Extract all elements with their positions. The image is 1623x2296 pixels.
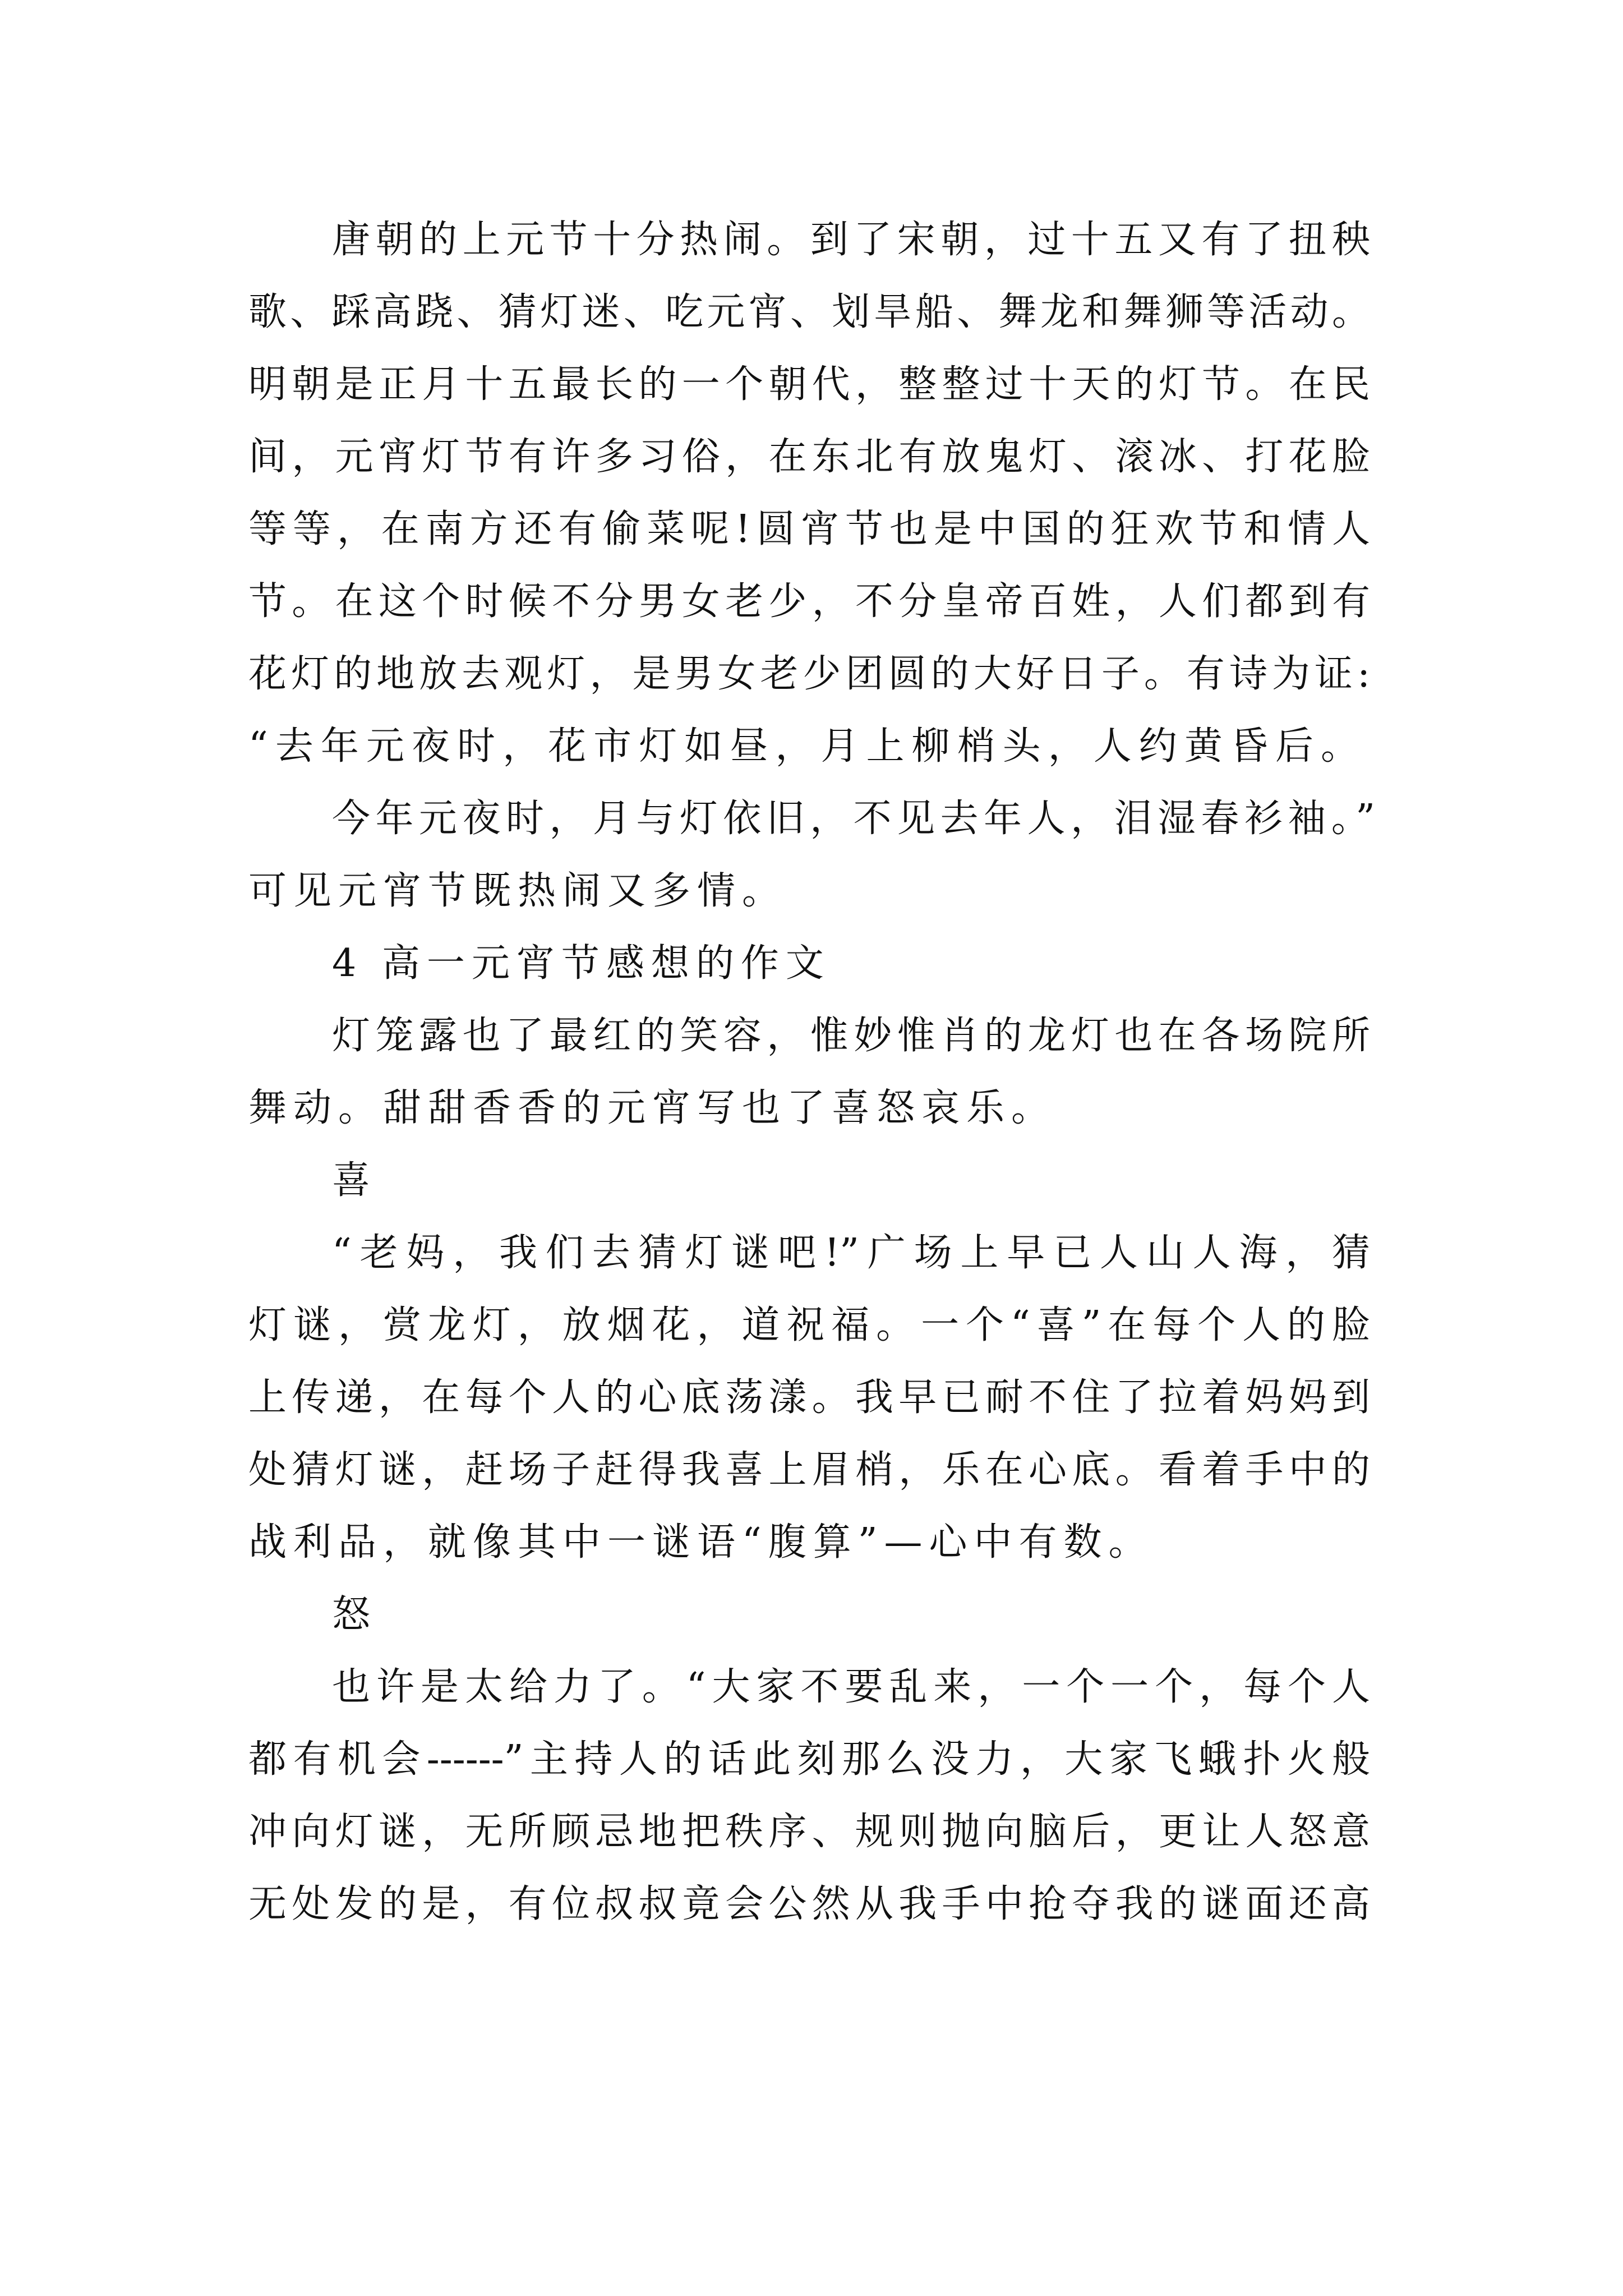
text-line: 无处发的是，有位叔叔竟会公然从我手中抢夺我的谜面还高 <box>248 1882 1370 1926</box>
text-line: “去年元夜时，花市灯如昼，月上柳梢头，人约黄昏后。 <box>248 724 1359 769</box>
text-line: 等等，在南方还有偷菜呢!圆宵节也是中国的狂欢节和情人 <box>248 507 1370 551</box>
text-line: 间，元宵灯节有许多习俗，在东北有放鬼灯、滚冰、打花脸 <box>248 435 1370 479</box>
subheading: 喜 <box>332 1158 377 1203</box>
text-line: 灯笼露也了最红的笑容，惟妙惟肖的龙灯也在各场院所 <box>332 1014 1370 1058</box>
text-line: 上传递，在每个人的心底荡漾。我早已耐不住了拉着妈妈到 <box>248 1375 1370 1420</box>
text-line: 可见元宵节既热闹又多情。 <box>248 869 787 913</box>
text-line: 都有机会------”主持人的话此刻那么没力，大家飞蛾扑火般 <box>248 1737 1370 1782</box>
subheading: 怒 <box>332 1593 377 1637</box>
text-line: 今年元夜时，月与灯依旧，不见去年人，泪湿春衫袖。” <box>332 797 1375 841</box>
text-line: 花灯的地放去观灯，是男女老少团圆的大好日子。有诗为证: <box>248 652 1370 696</box>
text-line: 也许是太给力了。“大家不要乱来，一个一个，每个人 <box>332 1665 1370 1709</box>
text-line: 节。在这个时候不分男女老少，不分皇帝百姓，人们都到有 <box>248 579 1370 624</box>
text-line: 唐朝的上元节十分热闹。到了宋朝，过十五又有了扭秧 <box>332 218 1370 262</box>
text-line: “老妈，我们去猜灯谜吧!”广场上早已人山人海，猜 <box>332 1231 1370 1275</box>
text-line: 明朝是正月十五最长的一个朝代，整整过十天的灯节。在民 <box>248 362 1370 407</box>
text-line: 灯谜，赏龙灯，放烟花，道祝福。一个“喜”在每个人的脸 <box>248 1303 1370 1347</box>
text-line: 歌、踩高跷、猜灯迷、吃元宵、划旱船、舞龙和舞狮等活动。 <box>248 290 1370 334</box>
text-line: 舞动。甜甜香香的元宵写也了喜怒哀乐。 <box>248 1086 1057 1130</box>
text-line: 处猜灯谜，赶场子赶得我喜上眉梢，乐在心底。看着手中的 <box>248 1448 1370 1492</box>
section-heading: 4 高一元宵节感想的作文 <box>332 941 831 986</box>
text-line: 冲向灯谜，无所顾忌地把秩序、规则抛向脑后，更让人怒意 <box>248 1810 1370 1854</box>
text-line: 战利品，就像其中一谜语“腹算”—心中有数。 <box>248 1520 1154 1565</box>
